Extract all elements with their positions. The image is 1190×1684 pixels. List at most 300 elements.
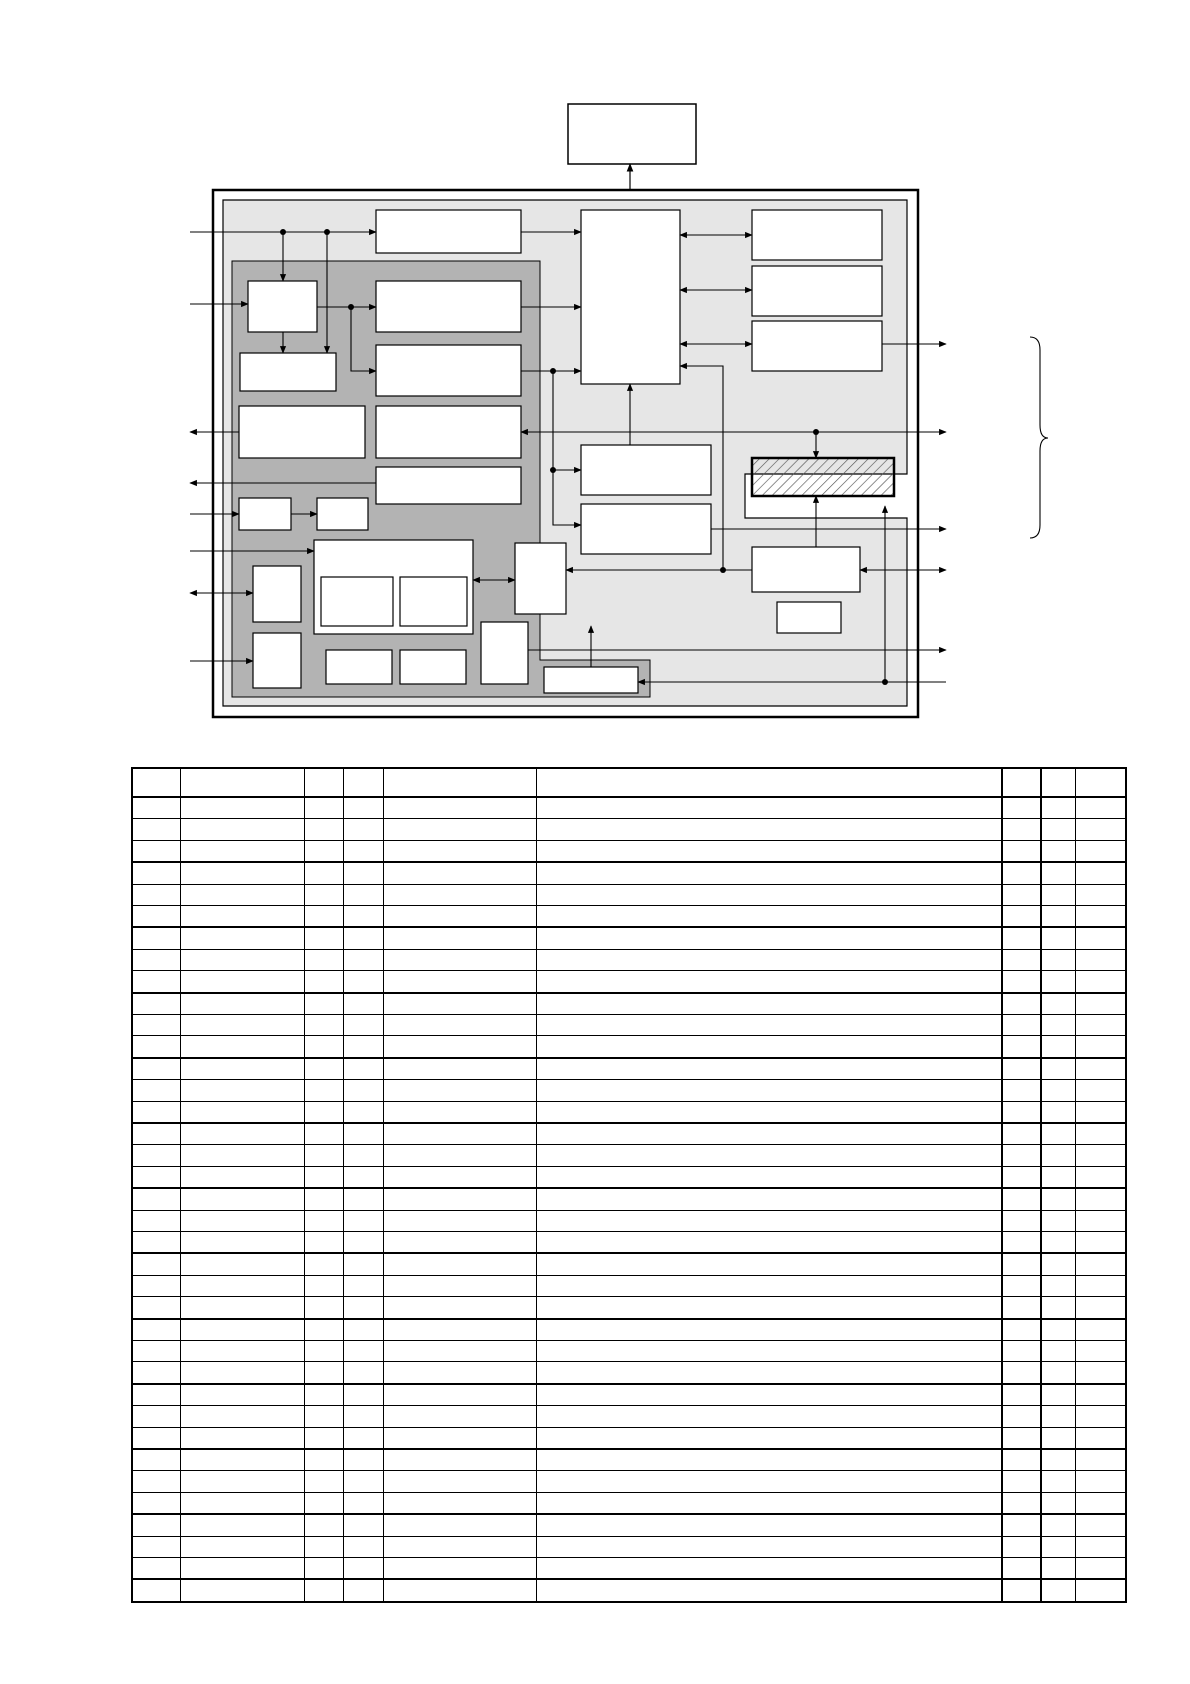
- table-cell: [132, 927, 180, 949]
- table-cell: [132, 906, 180, 928]
- table-cell: [1041, 1232, 1075, 1254]
- block-osc-a: [326, 650, 392, 684]
- table-cell: [180, 862, 304, 884]
- table-row: [132, 927, 1126, 949]
- table-cell: [1041, 862, 1075, 884]
- table-cell: [536, 1514, 1002, 1536]
- table-cell: [180, 1123, 304, 1145]
- table-cell: [1075, 1210, 1126, 1231]
- table-row: [132, 1558, 1126, 1580]
- table-cell: [180, 993, 304, 1015]
- table-cell: [536, 949, 1002, 970]
- table-cell: [132, 993, 180, 1015]
- table-cell: [1002, 1210, 1041, 1231]
- table-cell: [132, 971, 180, 993]
- table-cell: [1041, 1188, 1075, 1210]
- table-row: [132, 1166, 1126, 1188]
- table-cell: [1002, 1384, 1041, 1406]
- table-row: [132, 1406, 1126, 1427]
- table-cell: [1002, 993, 1041, 1015]
- table-cell: [1002, 797, 1041, 819]
- table-cell: [1002, 1188, 1041, 1210]
- table-cell: [132, 1210, 180, 1231]
- table-cell: [343, 1253, 383, 1275]
- table-cell: [304, 819, 343, 840]
- table-row: [132, 819, 1126, 840]
- table-cell: [132, 1341, 180, 1362]
- table-cell: [383, 1384, 536, 1406]
- table-row: [132, 1297, 1126, 1319]
- table-row: [132, 971, 1126, 993]
- block-timer-b: [376, 345, 521, 396]
- table-cell: [343, 797, 383, 819]
- table-cell: [1041, 993, 1075, 1015]
- table-cell: [536, 1319, 1002, 1341]
- block-memory-a: [752, 210, 882, 260]
- block-adc-b: [400, 577, 467, 626]
- table-cell: [180, 1058, 304, 1080]
- table-cell: [383, 1080, 536, 1101]
- table-cell: [1002, 1536, 1041, 1557]
- table-cell: [1075, 1253, 1126, 1275]
- table-row: [132, 862, 1126, 884]
- table-cell: [1041, 1427, 1075, 1449]
- table-row: [132, 797, 1126, 819]
- table-cell: [383, 1514, 536, 1536]
- table-cell: [536, 1123, 1002, 1145]
- table-cell: [180, 1297, 304, 1319]
- table-cell: [304, 1471, 343, 1492]
- table-cell: [1075, 1275, 1126, 1296]
- junction: [813, 429, 819, 435]
- table-cell: [1075, 1297, 1126, 1319]
- table-cell: [132, 1275, 180, 1296]
- table-cell: [343, 1319, 383, 1341]
- table-cell: [1002, 1558, 1041, 1580]
- table-cell: [180, 1492, 304, 1514]
- table-cell: [536, 1275, 1002, 1296]
- table-cell: [180, 1341, 304, 1362]
- table-cell: [343, 1536, 383, 1557]
- table-cell: [383, 1536, 536, 1557]
- table-cell: [304, 1058, 343, 1080]
- table-row: [132, 1341, 1126, 1362]
- table-cell: [1075, 1015, 1126, 1036]
- table-cell: [536, 840, 1002, 862]
- table-cell: [536, 1471, 1002, 1492]
- table-cell: [1002, 1015, 1041, 1036]
- right-brace: [1030, 337, 1048, 538]
- junction: [882, 679, 888, 685]
- table-cell: [1075, 1384, 1126, 1406]
- table-cell: [180, 1558, 304, 1580]
- table-cell: [1002, 949, 1041, 970]
- table-cell: [383, 1579, 536, 1602]
- table-row: [132, 1188, 1126, 1210]
- table-cell: [536, 1253, 1002, 1275]
- table-cell: [536, 993, 1002, 1015]
- table-cell: [383, 1123, 536, 1145]
- table-cell: [343, 1036, 383, 1058]
- block-io-b: [253, 633, 301, 688]
- table-cell: [304, 1427, 343, 1449]
- table-cell: [1075, 1362, 1126, 1384]
- table-cell: [304, 1123, 343, 1145]
- table-cell: [132, 949, 180, 970]
- table-header-cell: [1041, 768, 1075, 797]
- table-cell: [1075, 1123, 1126, 1145]
- table-cell: [304, 1145, 343, 1166]
- table-cell: [343, 1232, 383, 1254]
- block-serial: [376, 406, 521, 458]
- junction: [280, 229, 286, 235]
- table-cell: [536, 927, 1002, 949]
- table-row: [132, 906, 1126, 928]
- block-port: [376, 467, 521, 504]
- table-cell: [1002, 1166, 1041, 1188]
- table-header-cell: [180, 768, 304, 797]
- table-cell: [180, 1166, 304, 1188]
- table-cell: [1075, 1188, 1126, 1210]
- table-cell: [1041, 1101, 1075, 1123]
- table-cell: [343, 1406, 383, 1427]
- table-cell: [383, 1406, 536, 1427]
- table-cell: [132, 1253, 180, 1275]
- block-diagram: [0, 0, 1190, 760]
- table-cell: [536, 1362, 1002, 1384]
- table-cell: [383, 1558, 536, 1580]
- table-cell: [180, 1384, 304, 1406]
- table-cell: [1041, 1166, 1075, 1188]
- table-cell: [1002, 1449, 1041, 1471]
- table-cell: [1002, 1080, 1041, 1101]
- table-cell: [1041, 1384, 1075, 1406]
- table-cell: [304, 1253, 343, 1275]
- table-cell: [180, 1232, 304, 1254]
- table-cell: [304, 1036, 343, 1058]
- table-cell: [383, 884, 536, 905]
- table-cell: [1002, 1123, 1041, 1145]
- table-cell: [383, 971, 536, 993]
- table-cell: [383, 1297, 536, 1319]
- table-cell: [304, 1080, 343, 1101]
- table-cell: [343, 1427, 383, 1449]
- table-cell: [132, 1058, 180, 1080]
- table-cell: [343, 1166, 383, 1188]
- block-output-a: [239, 406, 365, 458]
- table-row: [132, 1427, 1126, 1449]
- table-cell: [1075, 1232, 1126, 1254]
- table-cell: [180, 1101, 304, 1123]
- table-cell: [180, 1210, 304, 1231]
- table-cell: [1075, 1080, 1126, 1101]
- table-cell: [536, 1341, 1002, 1362]
- table-cell: [1075, 1406, 1126, 1427]
- table-cell: [132, 1036, 180, 1058]
- table-cell: [1002, 862, 1041, 884]
- table-cell: [1041, 1471, 1075, 1492]
- block-ctrl-b: [581, 504, 711, 554]
- table-cell: [304, 840, 343, 862]
- table-cell: [383, 840, 536, 862]
- table-cell: [180, 949, 304, 970]
- table-row: [132, 1036, 1126, 1058]
- table-cell: [343, 1341, 383, 1362]
- table-cell: [536, 1558, 1002, 1580]
- table-cell: [180, 1253, 304, 1275]
- table-cell: [343, 840, 383, 862]
- table-cell: [383, 1188, 536, 1210]
- table-cell: [383, 1036, 536, 1058]
- table-cell: [180, 1406, 304, 1427]
- table-cell: [180, 927, 304, 949]
- table-cell: [1075, 1101, 1126, 1123]
- table-cell: [1041, 1558, 1075, 1580]
- table-cell: [132, 1362, 180, 1384]
- table-cell: [536, 1297, 1002, 1319]
- table-cell: [1002, 1406, 1041, 1427]
- table-row: [132, 840, 1126, 862]
- table-row: [132, 884, 1126, 905]
- table-row: [132, 1058, 1126, 1080]
- table-cell: [1002, 1514, 1041, 1536]
- table-cell: [343, 1384, 383, 1406]
- table-cell: [536, 1449, 1002, 1471]
- block-input-a: [376, 210, 521, 253]
- table-cell: [343, 884, 383, 905]
- table-cell: [180, 1015, 304, 1036]
- table-cell: [304, 1319, 343, 1341]
- table-cell: [304, 971, 343, 993]
- table-cell: [1002, 819, 1041, 840]
- table-cell: [383, 993, 536, 1015]
- table-cell: [1075, 1166, 1126, 1188]
- table-cell: [1041, 1253, 1075, 1275]
- table-cell: [180, 797, 304, 819]
- table-row: [132, 1210, 1126, 1231]
- table-cell: [343, 1449, 383, 1471]
- table-row: [132, 1384, 1126, 1406]
- table-cell: [383, 1101, 536, 1123]
- table-cell: [383, 927, 536, 949]
- table-cell: [180, 906, 304, 928]
- table-cell: [180, 1449, 304, 1471]
- table-cell: [383, 949, 536, 970]
- table-cell: [1075, 1341, 1126, 1362]
- table-cell: [536, 1579, 1002, 1602]
- table-cell: [536, 1058, 1002, 1080]
- table-cell: [343, 1471, 383, 1492]
- table-cell: [132, 1188, 180, 1210]
- table-cell: [132, 797, 180, 819]
- table-cell: [1041, 1123, 1075, 1145]
- table-row: [132, 1015, 1126, 1036]
- table-cell: [132, 1384, 180, 1406]
- table-cell: [1041, 819, 1075, 840]
- table-cell: [180, 840, 304, 862]
- table-cell: [536, 1210, 1002, 1231]
- table-cell: [304, 1384, 343, 1406]
- table-cell: [383, 1058, 536, 1080]
- table-cell: [180, 1275, 304, 1296]
- table-cell: [343, 1123, 383, 1145]
- table-cell: [304, 993, 343, 1015]
- table-cell: [343, 1188, 383, 1210]
- table-cell: [1002, 1341, 1041, 1362]
- table-cell: [180, 1188, 304, 1210]
- table-cell: [1041, 1514, 1075, 1536]
- table-cell: [132, 1166, 180, 1188]
- table-cell: [1075, 993, 1126, 1015]
- table-cell: [132, 1101, 180, 1123]
- table-cell: [536, 797, 1002, 819]
- table-cell: [1041, 1080, 1075, 1101]
- table-cell: [180, 971, 304, 993]
- table-cell: [1075, 906, 1126, 928]
- table-row: [132, 1275, 1126, 1296]
- table-cell: [1075, 1036, 1126, 1058]
- table-cell: [1002, 1579, 1041, 1602]
- junction: [324, 229, 330, 235]
- junction: [348, 304, 354, 310]
- table-cell: [1041, 1362, 1075, 1384]
- table-cell: [1075, 971, 1126, 993]
- table-cell: [304, 1406, 343, 1427]
- table-cell: [343, 1101, 383, 1123]
- table-cell: [132, 862, 180, 884]
- block-bus-if: [515, 543, 566, 614]
- table-cell: [304, 1232, 343, 1254]
- table-cell: [1075, 1058, 1126, 1080]
- table-cell: [304, 1536, 343, 1557]
- table-cell: [1075, 1319, 1126, 1341]
- table-header-cell: [1075, 768, 1126, 797]
- table-cell: [1075, 1579, 1126, 1602]
- table-cell: [1041, 1449, 1075, 1471]
- table-cell: [343, 927, 383, 949]
- table-cell: [1075, 1471, 1126, 1492]
- table-cell: [536, 1015, 1002, 1036]
- table-cell: [1075, 927, 1126, 949]
- table-cell: [343, 1058, 383, 1080]
- table-cell: [343, 1558, 383, 1580]
- table-cell: [1075, 1558, 1126, 1580]
- table-cell: [132, 1471, 180, 1492]
- table-cell: [1002, 884, 1041, 905]
- table-cell: [1002, 1232, 1041, 1254]
- table-row: [132, 1101, 1126, 1123]
- table-row: [132, 1253, 1126, 1275]
- table-cell: [1075, 949, 1126, 970]
- table-cell: [180, 1362, 304, 1384]
- table-cell: [1075, 1514, 1126, 1536]
- table-cell: [1002, 1036, 1041, 1058]
- table-cell: [304, 1101, 343, 1123]
- table-cell: [1041, 949, 1075, 970]
- table-cell: [536, 1384, 1002, 1406]
- table-cell: [304, 906, 343, 928]
- table-cell: [132, 1232, 180, 1254]
- external-block-top: [568, 104, 696, 164]
- table-cell: [1041, 884, 1075, 905]
- table-cell: [132, 1449, 180, 1471]
- table-cell: [343, 1514, 383, 1536]
- table-cell: [1075, 840, 1126, 862]
- table-cell: [1002, 927, 1041, 949]
- table-cell: [1002, 1492, 1041, 1514]
- table-cell: [304, 927, 343, 949]
- table-cell: [383, 1471, 536, 1492]
- table-cell: [383, 1275, 536, 1296]
- table-cell: [536, 1036, 1002, 1058]
- block-watchdog: [544, 667, 638, 693]
- table-cell: [180, 1080, 304, 1101]
- table-row: [132, 1536, 1126, 1557]
- table-cell: [304, 797, 343, 819]
- table-cell: [383, 1319, 536, 1341]
- table-cell: [383, 819, 536, 840]
- table-row: [132, 1514, 1126, 1536]
- block-small-a: [239, 498, 291, 530]
- table-cell: [1002, 1058, 1041, 1080]
- table-cell: [304, 1188, 343, 1210]
- table-cell: [132, 1492, 180, 1514]
- block-divider: [240, 353, 336, 391]
- table-cell: [383, 1253, 536, 1275]
- table-cell: [1002, 1362, 1041, 1384]
- table-cell: [383, 1427, 536, 1449]
- table-row: [132, 993, 1126, 1015]
- table-cell: [132, 1297, 180, 1319]
- table-cell: [304, 1558, 343, 1580]
- table-header-cell: [304, 768, 343, 797]
- table-cell: [1002, 1275, 1041, 1296]
- table-cell: [1002, 971, 1041, 993]
- table-cell: [383, 1492, 536, 1514]
- table-cell: [132, 1319, 180, 1341]
- table-cell: [1075, 1492, 1126, 1514]
- table-cell: [383, 1449, 536, 1471]
- table-cell: [304, 1514, 343, 1536]
- table-cell: [180, 1319, 304, 1341]
- table-cell: [304, 1579, 343, 1602]
- block-osc-b: [400, 650, 466, 684]
- table-cell: [383, 1341, 536, 1362]
- table-row: [132, 1319, 1126, 1341]
- table-cell: [536, 1492, 1002, 1514]
- table-cell: [536, 1101, 1002, 1123]
- table-row: [132, 1080, 1126, 1101]
- table-cell: [180, 819, 304, 840]
- table-cell: [536, 971, 1002, 993]
- table-cell: [536, 906, 1002, 928]
- table-cell: [180, 1471, 304, 1492]
- table-cell: [132, 1514, 180, 1536]
- table-cell: [536, 1080, 1002, 1101]
- table-cell: [180, 1036, 304, 1058]
- block-misc: [777, 602, 841, 633]
- table-cell: [343, 1015, 383, 1036]
- table-cell: [1002, 1471, 1041, 1492]
- table-cell: [1041, 1492, 1075, 1514]
- table-row: [132, 1492, 1126, 1514]
- table-cell: [1075, 1536, 1126, 1557]
- table-cell: [1041, 1145, 1075, 1166]
- table-cell: [343, 971, 383, 993]
- table-row: [132, 1362, 1126, 1384]
- table-cell: [1041, 1341, 1075, 1362]
- table-cell: [536, 1406, 1002, 1427]
